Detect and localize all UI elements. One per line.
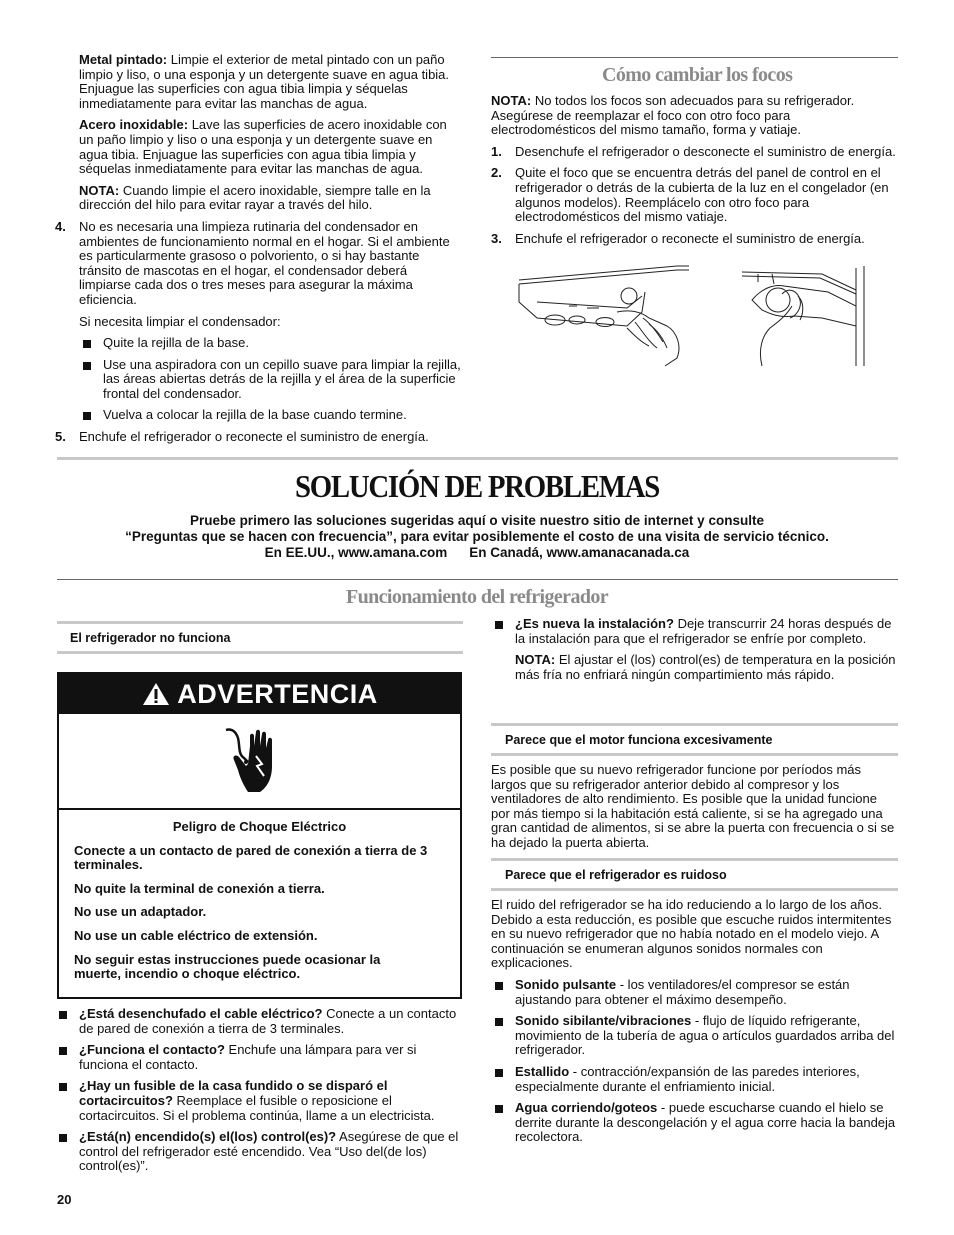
subhead-motor: Parece que el motor funciona excesivamente	[505, 733, 773, 747]
subhead-rule-top	[57, 621, 463, 624]
warning-line: Conecte a un contacto de pared de conexión a tierra de 3 terminales.	[74, 842, 428, 873]
list-item: ¿Está(n) encendido(s) el(los) control(es)? Asegúrese de que el control del refrigerador esté encendido. Vea “Uso del(de los) control(es)”.	[55, 1130, 463, 1174]
list-item: Sonido pulsante - los ventiladores/el compresor se están ajustando para obtener el máximo desempeño.	[491, 978, 898, 1007]
warning-header	[59, 674, 460, 714]
subhead-rule-bottom	[57, 651, 463, 654]
list-item: Quite la rejilla de la base.	[79, 336, 461, 351]
nota-paragraph: NOTA: Cuando limpie el acero inoxidable, siempre talle en la dirección del hilo para evitar rayar a través del hilo.	[79, 182, 431, 213]
warning-icon-area	[59, 714, 460, 810]
list-item: ¿Es nueva la instalación? Deje transcurrir 24 horas después de la instalación para que el refrigerador se enfríe por completo.	[491, 617, 898, 646]
no-funciona-checks	[55, 1007, 463, 1181]
section-rule	[57, 579, 898, 580]
warning-text	[59, 810, 460, 982]
condenser-intro: Si necesita limpiar el condensador:	[79, 313, 281, 329]
right-top-rule	[491, 57, 898, 58]
acero-paragraph: Acero inoxidable: Lave las superficies de acero inoxidable con un paño limpio y liso o una esponja y un detergente suave en agua tibia. Enjuague las superficies con agua tibia limpia y séquelas inmediatamente para evitar las manchas de agua.	[79, 117, 447, 177]
metal-paragraph: Metal pintado: Limpie el exterior de metal pintado con un paño limpio y liso, o una esponja y un detergente suave en agua tibia. Enjuague las superficies con agua tibia limpia y séquelas inmediatamente para evitar las manchas de agua.	[79, 52, 450, 111]
motor-rule-top	[491, 723, 898, 726]
section-heading-focos: Cómo cambiar los focos	[602, 64, 793, 86]
focos-step-3: 3. Enchufe el refrigerador o reconecte el suministro de energía.	[491, 230, 865, 246]
step-4: 4. No es necesaria una limpieza rutinaria del condensador en ambientes de funcionamiento normal en el hogar. Si el ambiente es particularmente grasoso o polvoriento, o si hay bastante tránsito de mascotas en el hogar, el condensador deberá limpiarse cada dos o tres meses para asegurar la máxima eficiencia.	[55, 218, 450, 307]
motor-text: Es posible que su nuevo refrigerador funcione por períodos más largos que su refrigerador anterior debido al compresor y los ventiladores de alto rendimiento. Es posible que la unidad funcione por más tiempo si la habitación está caliente, si se ha agregado una gran cantidad de alimentos, si se abre la puerta con frecuencia o si se ha dejado la puerta abierta.	[491, 762, 895, 850]
intro-line-3: En EE.UU., www.amana.com En Canadá, www.amanacanada.ca	[264, 545, 690, 560]
warning-line: No seguir estas instrucciones puede ocasionar la muerte, incendio o choque eléctrico.	[74, 951, 381, 982]
section-heading-funcionamiento: Funcionamiento del refrigerador	[345, 586, 609, 608]
right-top-column	[491, 94, 898, 253]
list-item: Estallido - contracción/expansión de las paredes interiores, especialmente durante el enfriamiento inicial.	[491, 1065, 898, 1094]
list-item: Use una aspiradora con un cepillo suave para limpiar la rejilla, las áreas abiertas detrás de la rejilla y el área de la superficie frontal del condensador.	[79, 358, 461, 402]
intro-line-2: “Preguntas que se hacen con frecuencia”, para evitar posiblemente el costo de una visita de servicio técnico.	[125, 529, 829, 544]
warning-line: No quite la terminal de conexión a tierra.	[74, 880, 325, 896]
list-item: ¿Está desenchufado el cable eléctrico? Conecte a un contacto de pared de conexión a tierra de 3 terminales.	[55, 1007, 463, 1036]
warning-title: ADVERTENCIA	[177, 678, 378, 709]
step-5: 5. Enchufe el refrigerador o reconecte el suministro de energía.	[55, 429, 429, 445]
warning-box	[57, 672, 462, 999]
focos-nota: NOTA: No todos los focos son adecuados para su refrigerador. Asegúrese de reemplazar el foco con otro foco para electrodomésticos del mismo tamaño, forma y vatiaje.	[491, 93, 855, 138]
warning-line: No use un cable eléctrico de extensión.	[74, 927, 318, 943]
ruido-rule-bottom	[491, 888, 898, 891]
focos-step-2: 2. Quite el foco que se encuentra detrás del panel de control en el refrigerador o detrás de la cubierta de la luz en el congelador (en algunos modelos). Reemplácelo con otro foco para electrodomésticos del mismo vatiaje.	[491, 165, 889, 225]
warning-line: No use un adaptador.	[74, 904, 207, 920]
motor-rule-bottom	[491, 753, 898, 756]
intro-block	[0, 513, 954, 561]
left-top-column	[55, 53, 461, 452]
right-bottom-column-top	[491, 617, 898, 682]
page-number: 20	[57, 1192, 72, 1207]
electric-shock-hand-icon	[222, 726, 286, 800]
intro-line-1: Pruebe primero las soluciones sugeridas aquí o visite nuestro sitio de internet y consulte	[190, 513, 764, 528]
ruido-rule-top	[491, 858, 898, 861]
bulb-replacement-illustration-left	[517, 262, 692, 370]
subhead-no-funciona: El refrigerador no funciona	[70, 631, 231, 645]
list-item: Sonido sibilante/vibraciones - flujo de líquido refrigerante, movimiento de la tubería de agua o artículos guardados arriba del refrigerador.	[491, 1014, 898, 1058]
bulb-replacement-illustration-right	[732, 266, 872, 370]
ruido-section	[491, 898, 898, 1152]
main-section-rule	[57, 457, 898, 460]
focos-step-1: 1. Desenchufe el refrigerador o desconecte el suministro de energía.	[491, 143, 896, 159]
list-item: ¿Funciona el contacto? Enchufe una lámpara para ver si funciona el contacto.	[55, 1043, 463, 1072]
nueva-nota: NOTA: El ajustar el (los) control(es) de temperatura en la posición más fría no enfriará ningún compartimiento más rápido.	[515, 652, 896, 682]
page-title: SOLUCIÓN DE PROBLEMAS	[294, 468, 659, 504]
list-item: Vuelva a colocar la rejilla de la base cuando termine.	[79, 408, 461, 423]
warning-heading: Peligro de Choque Eléctrico	[172, 819, 347, 834]
ruido-text: El ruido del refrigerador se ha ido reduciendo a lo largo de los años. Debido a esta reducción, es posible que escuche ruidos intermitentes en su nuevo refrigerador que no había notado en el modelo viejo. A continuación se enumeran algunos sonidos normales con explicaciones.	[491, 897, 892, 971]
warning-triangle-icon	[141, 681, 171, 707]
list-item: Agua corriendo/goteos - puede escucharse cuando el hielo se derrite durante la descongelación y el agua corre hacia la bandeja recolectora.	[491, 1101, 898, 1145]
subhead-ruido: Parece que el refrigerador es ruidoso	[505, 868, 727, 882]
list-item: ¿Hay un fusible de la casa fundido o se disparó el cortacircuitos? Reemplace el fusible o reposicione el cortacircuitos. Si el problema continúa, llame a un electricista.	[55, 1079, 463, 1123]
